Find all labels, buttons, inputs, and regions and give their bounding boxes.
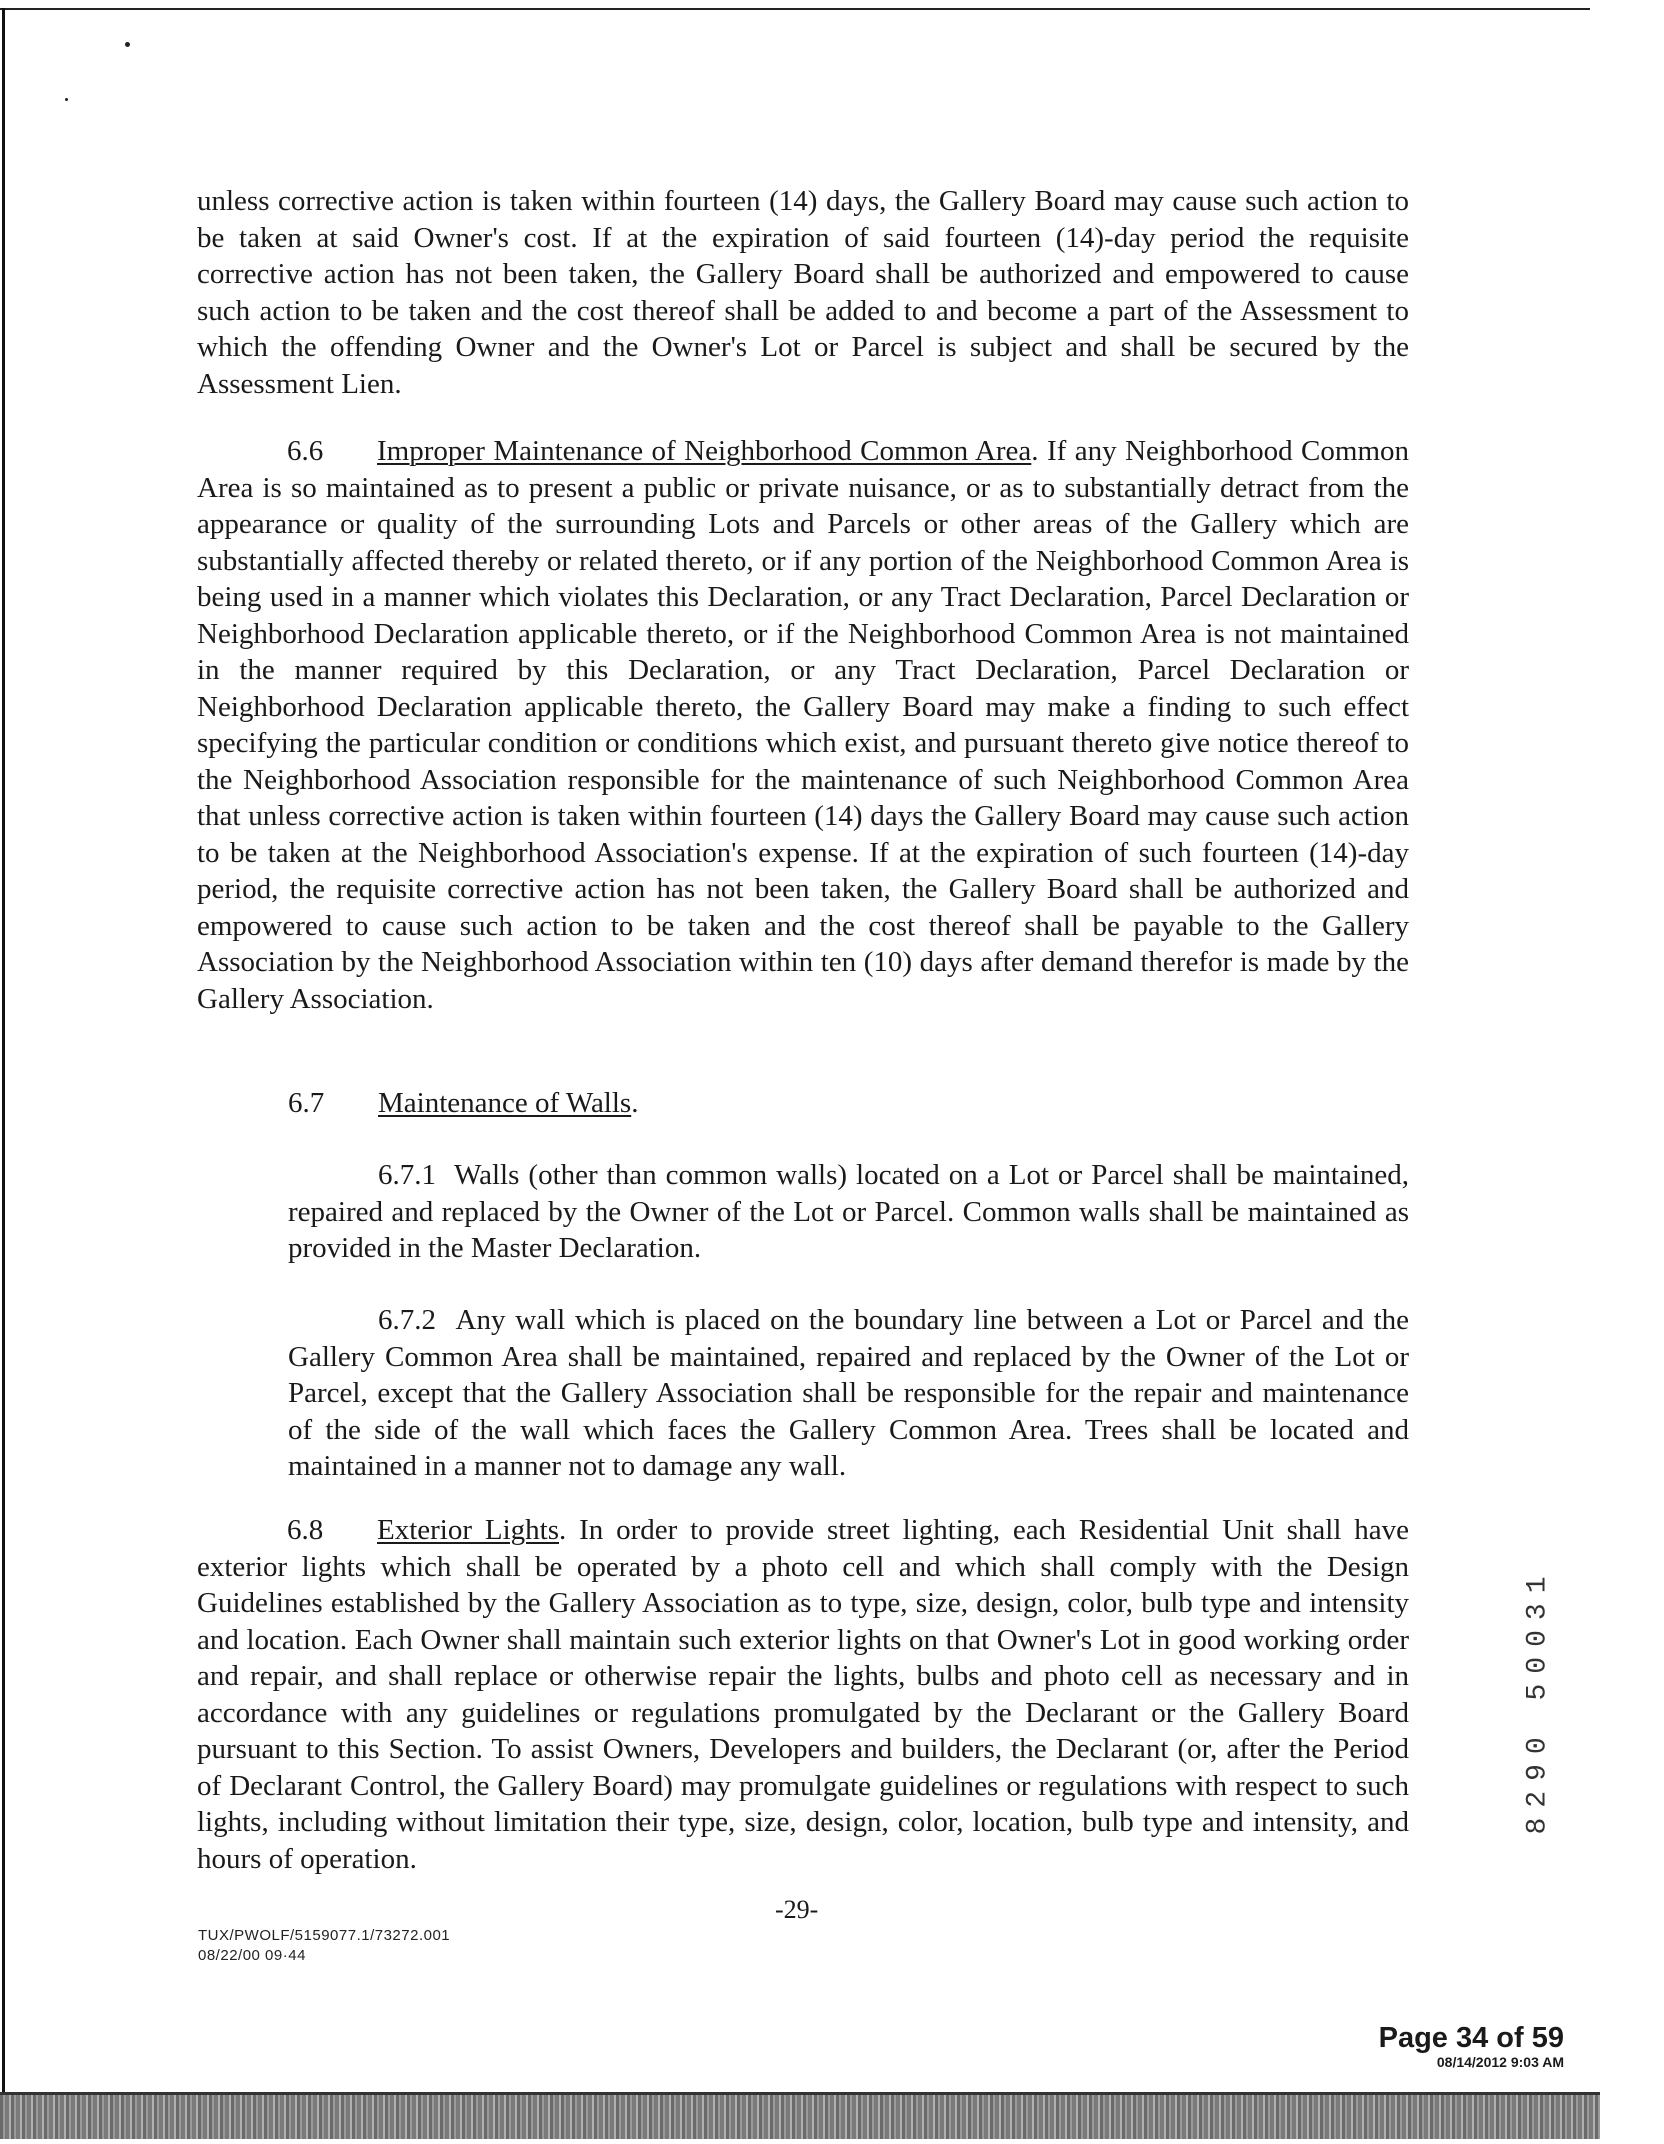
recorder-stamp — [1379, 2022, 1564, 2070]
section-number: 6.6 — [287, 435, 324, 467]
document-footer — [198, 1926, 450, 1966]
recorder-page-label: Page 34 of 59 — [1378, 2022, 1564, 2054]
continuation-paragraph: unless corrective action is taken within fourteen (14) days, the Gallery Board may cause such action to be taken at said Owner's cost. If at the expiration of said fourteen (14)-day period the requisite corrective action has not been taken, the Gallery Board shall be authorized and empowered to cause such action to be taken and the cost thereof shall be added to and become a part of the Assessment to which the offending Owner and the Owner's Lot or Parcel is subject and shall be secured by the Assessment Lien. — [197, 185, 1409, 400]
margin-fee-number: 8290 50031 — [1522, 1565, 1554, 1835]
top-border-line — [0, 8, 1590, 10]
subsection-body: Walls (other than common walls) located on a Lot or Parcel shall be maintained, repaired and replaced by the Owner of the Lot or Parcel. Common walls shall be maintained as provided in the Master Declaration. — [288, 1159, 1410, 1264]
subsection-6-7-2 — [288, 1302, 1409, 1485]
scan-speck — [125, 42, 130, 47]
left-border-line — [2, 8, 5, 2138]
page-number: -29- — [775, 1895, 819, 1924]
section-number: 6.8 — [287, 1514, 324, 1546]
subsection-number: 6.7.2 — [378, 1304, 436, 1336]
scan-noise-bar — [0, 2092, 1600, 2139]
section-number: 6.7 — [288, 1087, 325, 1119]
subsection-6-7-1 — [288, 1157, 1409, 1267]
section-body: . If any Neighborhood Common Area is so maintained as to present a public or private nuisance, or as to substantially detract from the appearance or quality of the surrounding Lots and Parcels or other areas of the Gallery which are substantially affected thereby or related thereto, or if any portion of the Neighborhood Common Area is being used in a manner which violates this Declaration, or any Tract Declaration, Parcel Declaration or Neighborhood Declaration applicable thereto, or if the Neighborhood Common Area is not maintained in the manner required by this Declaration, or any Tract Declaration, Parcel Declaration or Neighborhood Declaration applicable thereto, the Gallery Board may make a finding to such effect specifying the particular condition or conditions which exist, and pursuant thereto give notice thereof to the Neighborhood Association responsible for the maintenance of such Neighborhood Common Area that unless corrective action is taken within fourteen (14) days the Gallery Board may cause such action to be taken at the Neighborhood Association's expense. If at the expiration of such fourteen (14)-day period, the requisite corrective action has not been taken, the Gallery Board shall be authorized and empowered to cause such action to be taken and the cost thereof shall be payable to the Gallery Association by the Neighborhood Association within ten (10) days after demand therefor is made by the Gallery Association. — [197, 435, 1410, 1015]
section-body: . In order to provide street lighting, each Residential Unit shall have exterior lights which shall be operated by a photo cell and which shall comply with the Design Guidelines established by the Gallery Association as to type, size, design, color, bulb type and intensity and location. Each Owner shall maintain such exterior lights on that Owner's Lot in good working order and repair, and shall replace or otherwise repair the lights, bulbs and photo cell as necessary and in accordance with any guidelines or regulations promulgated by the Declarant or the Gallery Board pursuant to this Section. To assist Owners, Developers and builders, the Declarant (or, after the Period of Declarant Control, the Gallery Board) may promulgate guidelines or regulations with respect to such lights, including without limitation their type, size, design, color, location, bulb type and intensity, and hours of operation. — [197, 1514, 1409, 1875]
recorder-timestamp: 08/14/2012 9:03 AM — [1436, 2054, 1564, 2070]
section-title: Exterior Lights — [377, 1514, 559, 1546]
doc-date: 08/22/00 09·44 — [198, 1947, 306, 1964]
scan-speck — [65, 98, 68, 101]
section-6-7-heading: 6.7 Maintenance of Walls. — [288, 1085, 638, 1122]
subsection-body: Any wall which is placed on the boundary line between a Lot or Parcel and the Gallery Common Area shall be maintained, repaired and replaced by the Owner of the Lot or Parcel, except that the Gallery Association shall be responsible for the repair and maintenance of the side of the wall which faces the Gallery Common Area. Trees shall be located and maintained in a manner not to damage any wall. — [288, 1304, 1410, 1482]
section-title: Improper Maintenance of Neighborhood Common Area — [377, 435, 1032, 467]
section-6-8 — [197, 1512, 1409, 1877]
section-6-6 — [197, 433, 1409, 1017]
section-title: Maintenance of Walls — [378, 1087, 632, 1119]
subsection-number: 6.7.1 — [378, 1159, 436, 1191]
doc-code: TUX/PWOLF/5159077.1/73272.001 — [198, 1927, 451, 1944]
